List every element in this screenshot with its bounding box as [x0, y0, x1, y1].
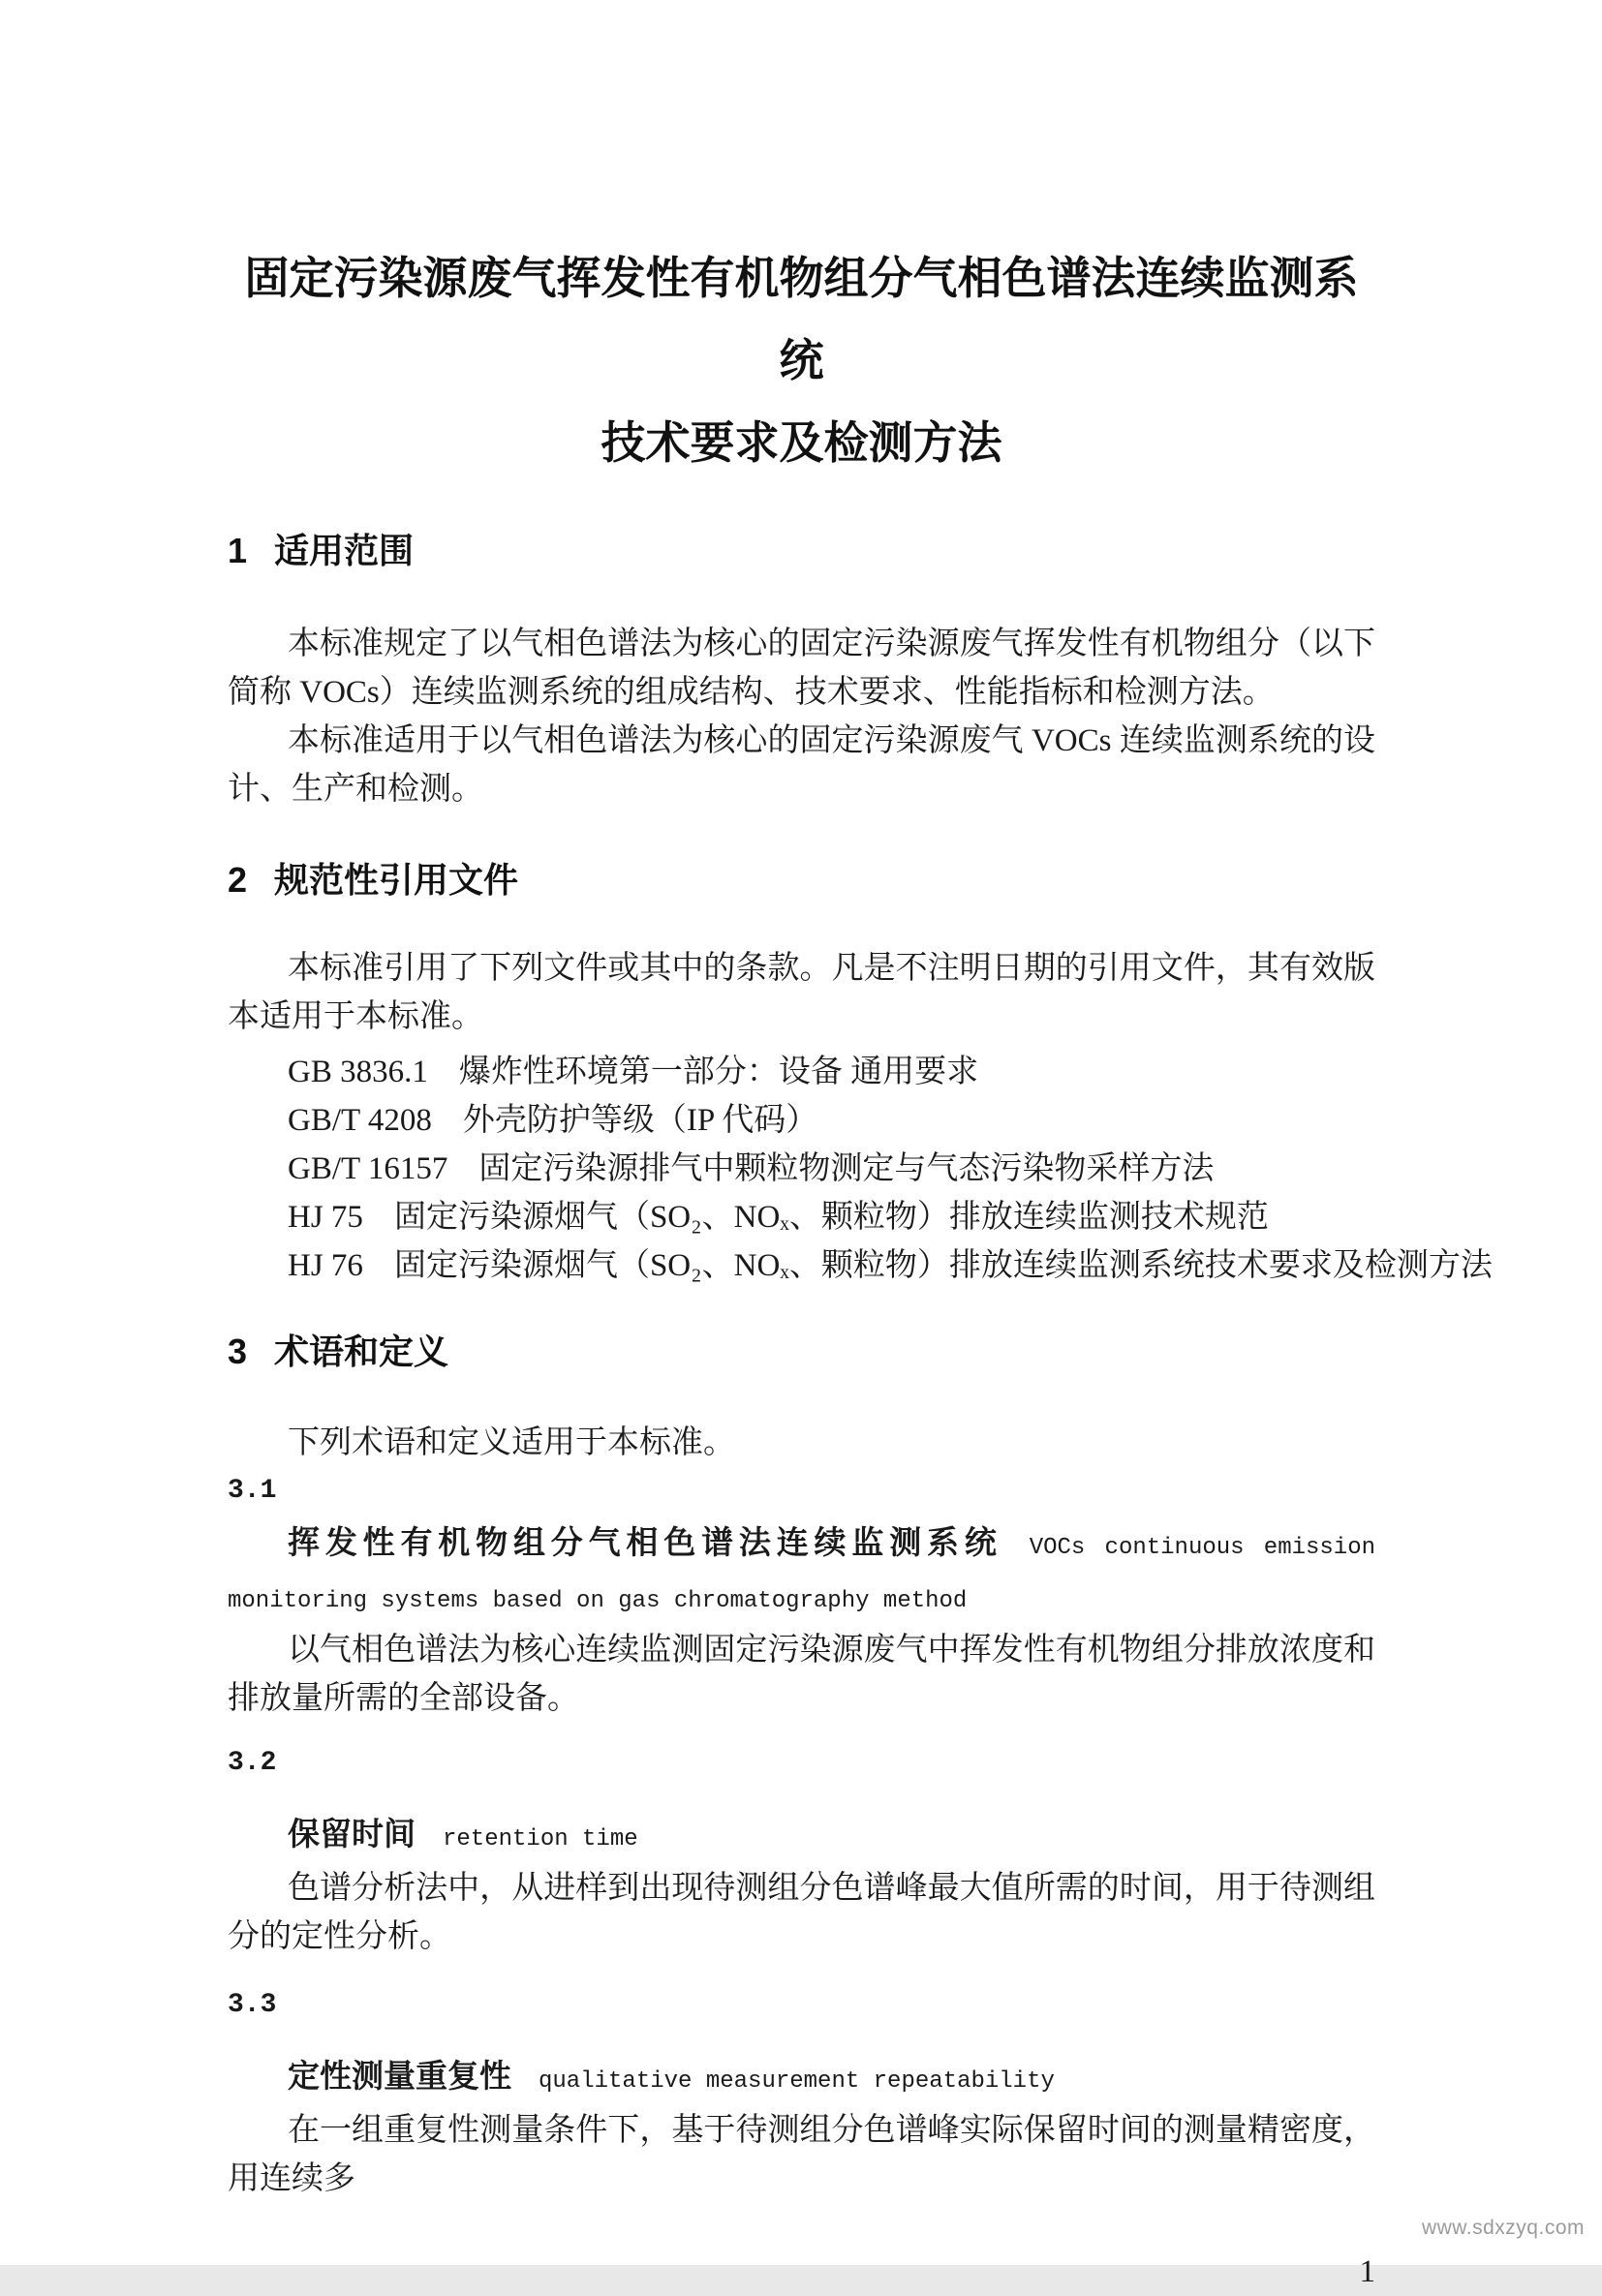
section-3-number: 3	[228, 1332, 248, 1371]
reference-item	[228, 1048, 1375, 1096]
reference-title: 固定污染源排气中颗粒物测定与气态污染物采样方法	[478, 1151, 1215, 1186]
reference-item	[228, 1145, 1375, 1193]
reference-item	[228, 1193, 1375, 1241]
term-3-2-number: 3.2	[228, 1748, 277, 1778]
term-3-3-english: qualitative measurement repeatability	[539, 2068, 1055, 2095]
term-3-2-chinese: 保留时间	[288, 1816, 416, 1852]
normative-references-list	[228, 1048, 1493, 1290]
document-title	[228, 0, 1375, 484]
reference-title: 外壳防护等级（IP 代码）	[462, 1103, 818, 1138]
section-2-heading	[228, 856, 1375, 904]
term-3-1-definition: 以气相色谱法为核心连续监测固定污染源废气中挥发性有机物组分排放浓度和排放量所需的全部设备。	[228, 1633, 1375, 1716]
reference-code: GB 3836.1	[288, 1055, 428, 1089]
reference-code: HJ 76	[288, 1248, 363, 1283]
term-3-3-number: 3.3	[228, 1990, 277, 2020]
section-1-paragraph-1: 本标准规定了以气相色谱法为核心的固定污染源废气挥发性有机物组分（以下简称 VOCs）连续监测系统的组成结构、技术要求、性能指标和检测方法。	[228, 627, 1375, 710]
section-3-label: 术语和定义	[274, 1332, 449, 1371]
reference-code: GB/T 16157	[288, 1151, 448, 1186]
term-3-1-title	[228, 1518, 1375, 1626]
section-1-number: 1	[228, 531, 248, 570]
reference-item	[228, 1241, 1493, 1290]
reference-code: HJ 75	[288, 1200, 363, 1235]
section-2-intro: 本标准引用了下列文件或其中的条款。凡是不注明日期的引用文件，其有效版本适用于本标准。	[228, 951, 1375, 1034]
section-1-paragraph-2: 本标准适用于以气相色谱法为核心的固定污染源废气 VOCs 连续监测系统的设计、生产和检测。	[228, 723, 1375, 807]
watermark-text: www.sdxzyq.com	[1421, 2217, 1585, 2239]
reference-item	[228, 1096, 1375, 1145]
document-content	[228, 0, 1493, 2296]
reference-title: 固定污染源烟气（SO₂、NOₓ、颗粒物）排放连续监测系统技术要求及检测方法	[393, 1248, 1493, 1283]
term-3-3-chinese: 定性测量重复性	[288, 2058, 511, 2094]
section-2-number: 2	[228, 860, 248, 900]
document-title-line1: 固定污染源废气挥发性有机物组分气相色谱法连续监测系统	[244, 253, 1359, 385]
section-1-label: 适用范围	[274, 531, 415, 570]
term-3-2-title	[228, 1810, 1375, 1864]
section-3-heading	[228, 1328, 1375, 1376]
page-number: 1	[1359, 2254, 1375, 2289]
term-3-3-title	[228, 2052, 1375, 2106]
section-2-label: 规范性引用文件	[274, 860, 519, 900]
term-3-1-chinese: 挥发性有机物组分气相色谱法连续监测系统	[288, 1524, 1002, 1560]
term-3-2-english: retention time	[443, 1826, 638, 1852]
reference-title: 固定污染源烟气（SO₂、NOₓ、颗粒物）排放连续监测技术规范	[393, 1200, 1269, 1235]
term-3-2-definition: 色谱分析法中，从进样到出现待测组分色谱峰最大值所需的时间，用于待测组分的定性分析。	[228, 1871, 1375, 1954]
term-3-1-number: 3.1	[228, 1476, 277, 1506]
section-3-intro: 下列术语和定义适用于本标准。	[288, 1425, 735, 1460]
term-3-1-english: VOCs continuous emission monitoring systems based on gas chromatography method	[228, 1535, 1376, 1614]
reference-title: 爆炸性环境第一部分：设备 通用要求	[458, 1055, 979, 1089]
reference-code: GB/T 4208	[288, 1103, 432, 1138]
section-1-heading	[228, 527, 1375, 575]
term-3-3-definition: 在一组重复性测量条件下，基于待测组分色谱峰实际保留时间的测量精密度，用连续多	[228, 2113, 1375, 2196]
document-title-line2: 技术要求及检测方法	[601, 417, 1002, 468]
